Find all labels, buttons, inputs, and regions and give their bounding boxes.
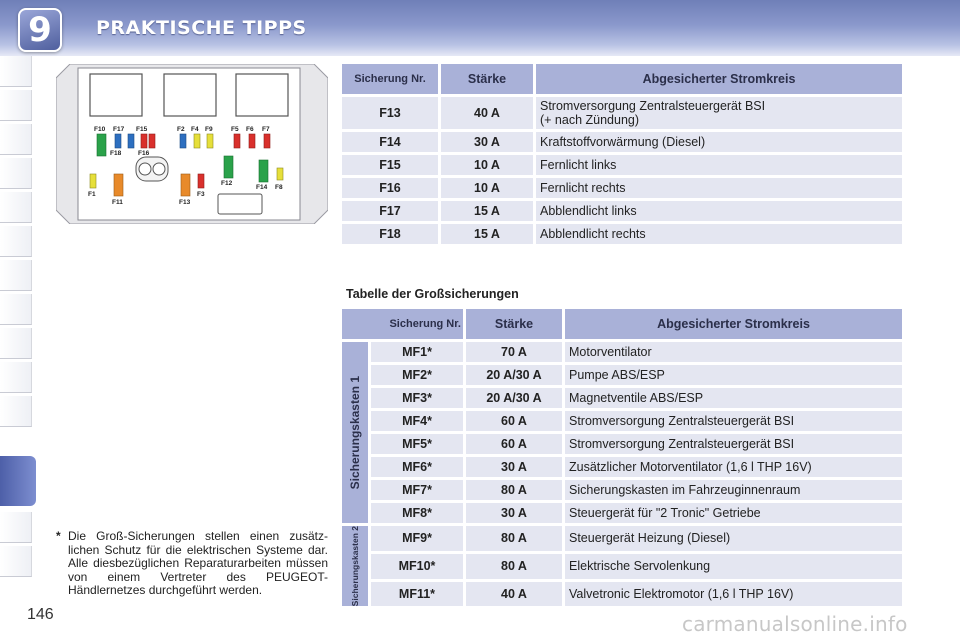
table-row bbox=[342, 155, 902, 175]
column-header: Stärke bbox=[441, 64, 533, 94]
chapter-tab[interactable] bbox=[0, 56, 32, 87]
fuse-label: F8 bbox=[275, 184, 283, 191]
fuse-number: MF6* bbox=[371, 457, 463, 477]
fuse-circuit: Fernlicht links bbox=[536, 155, 902, 175]
fuse-box-1-label bbox=[342, 342, 368, 523]
fuse-circuit: Abblendlicht links bbox=[536, 201, 902, 221]
fuse-rating: 80 A bbox=[466, 526, 562, 551]
fuse-number: MF3* bbox=[371, 388, 463, 408]
fuse-rating: 30 A bbox=[441, 132, 533, 152]
chapter-tab[interactable] bbox=[0, 294, 32, 325]
table-row bbox=[342, 178, 902, 198]
fuse-rating: 80 A bbox=[466, 554, 562, 579]
column-header: Stärke bbox=[466, 309, 562, 339]
fuse-number: F16 bbox=[342, 178, 438, 198]
fuse-rating: 60 A bbox=[466, 434, 562, 454]
chapter-tab[interactable] bbox=[0, 226, 32, 257]
fuse-label: F13 bbox=[179, 199, 191, 206]
watermark: carmanualsonline.info bbox=[682, 612, 908, 636]
fuse-circuit: Kraftstoffvorwärmung (Diesel) bbox=[536, 132, 902, 152]
table-header-row bbox=[342, 64, 902, 94]
fuse-label: F3 bbox=[197, 191, 205, 198]
table-row bbox=[342, 503, 902, 523]
chapter-tab[interactable] bbox=[0, 512, 32, 543]
fuse-number: F14 bbox=[342, 132, 438, 152]
chapter-tab[interactable] bbox=[0, 90, 32, 121]
fuse-rating: 10 A bbox=[441, 155, 533, 175]
circuit-line: Stromversorgung Zentralsteuergerät BSI bbox=[540, 99, 766, 113]
header-band bbox=[0, 0, 960, 56]
page-title: PRAKTISCHE TIPPS bbox=[96, 17, 307, 39]
fuse-rating: 70 A bbox=[466, 342, 562, 362]
table-row bbox=[342, 582, 902, 607]
fuse-circuit: Valvetronic Elektromotor (1,6 l THP 16V) bbox=[565, 582, 902, 607]
fuse-label: F15 bbox=[136, 126, 148, 133]
fuse-circuit: Elektrische Servolenkung bbox=[565, 554, 902, 579]
table-row bbox=[342, 457, 902, 477]
fuse-number: F15 bbox=[342, 155, 438, 175]
maxi-fuse-table bbox=[339, 306, 905, 609]
fuse-label: F9 bbox=[205, 126, 213, 133]
circuit-line: (+ nach Zündung) bbox=[540, 113, 640, 127]
fuse-label: F10 bbox=[94, 126, 106, 133]
fuse-box-2-text: Sicherungskasten 2 bbox=[350, 526, 360, 607]
footnote bbox=[56, 530, 328, 598]
fuse-table bbox=[339, 61, 905, 247]
fuse-circuit: Motorventilator bbox=[565, 342, 902, 362]
fuse-label: F5 bbox=[231, 126, 239, 133]
table-row bbox=[342, 365, 902, 385]
fuse-rating: 10 A bbox=[441, 178, 533, 198]
fuse-rating: 20 A/30 A bbox=[466, 365, 562, 385]
fuse-label: F18 bbox=[110, 150, 122, 157]
chapter-tab[interactable] bbox=[0, 192, 32, 223]
fuse-label: F14 bbox=[256, 184, 268, 191]
footnote-marker: * bbox=[56, 529, 61, 543]
footnote-text: Die Groß-Sicherungen stellen einen zusätz-lichen Schutz für die elektrischen Systeme dar. Alle diesbezüglichen Reparaturarbeiten müssen von einem Vertreter des PEUGEOT-Händlernetzes durchgeführt werden. bbox=[68, 529, 328, 597]
table-header-row bbox=[342, 309, 902, 339]
fuse-number: F18 bbox=[342, 224, 438, 244]
fuse-circuit: Sicherungskasten im Fahrzeuginnenraum bbox=[565, 480, 902, 500]
chapter-tab[interactable] bbox=[0, 260, 32, 291]
fuse-rating: 30 A bbox=[466, 457, 562, 477]
fuse-number: F17 bbox=[342, 201, 438, 221]
fuse-circuit: Zusätzlicher Motorventilator (1,6 l THP 16V) bbox=[565, 457, 902, 477]
fuse-circuit: Fernlicht rechts bbox=[536, 178, 902, 198]
fuse-circuit: Stromversorgung Zentralsteuergerät BSI bbox=[565, 411, 902, 431]
fuse-label: F6 bbox=[246, 126, 254, 133]
fuse-circuit: Magnetventile ABS/ESP bbox=[565, 388, 902, 408]
fuse-circuit: Abblendlicht rechts bbox=[536, 224, 902, 244]
fuse-number: MF11* bbox=[371, 582, 463, 607]
fuse-label: F7 bbox=[262, 126, 270, 133]
fuse-label: F2 bbox=[177, 126, 185, 133]
table-row bbox=[342, 480, 902, 500]
fuse-circuit: Steuergerät Heizung (Diesel) bbox=[565, 526, 902, 551]
page-number: 146 bbox=[27, 606, 54, 623]
chapter-badge: 9 bbox=[18, 8, 62, 52]
table-row bbox=[342, 411, 902, 431]
fuse-number: MF10* bbox=[371, 554, 463, 579]
fuse-number: MF2* bbox=[371, 365, 463, 385]
fuse-label: F16 bbox=[138, 150, 150, 157]
table-row bbox=[342, 342, 902, 362]
table-row bbox=[342, 554, 902, 579]
table-row bbox=[342, 526, 902, 551]
fuse-rating: 15 A bbox=[441, 224, 533, 244]
fuse-circuit bbox=[536, 97, 902, 129]
chapter-tab[interactable] bbox=[0, 396, 32, 427]
table-row bbox=[342, 132, 902, 152]
chapter-tab[interactable] bbox=[0, 546, 32, 577]
fuse-box-1-text: Sicherungskasten 1 bbox=[348, 375, 362, 490]
fuse-rating: 15 A bbox=[441, 201, 533, 221]
column-header: Sicherung Nr. bbox=[342, 64, 438, 94]
chapter-tab[interactable] bbox=[0, 328, 32, 359]
fuse-circuit: Steuergerät für "2 Tronic" Getriebe bbox=[565, 503, 902, 523]
section-heading: Tabelle der Großsicherungen bbox=[346, 287, 519, 301]
fuse-circuit: Pumpe ABS/ESP bbox=[565, 365, 902, 385]
fuse-label: F12 bbox=[221, 180, 233, 187]
fuse-circuit: Stromversorgung Zentralsteuergerät BSI bbox=[565, 434, 902, 454]
fuse-rating: 60 A bbox=[466, 411, 562, 431]
chapter-tab[interactable] bbox=[0, 158, 32, 189]
table-row bbox=[342, 201, 902, 221]
fuse-number: MF7* bbox=[371, 480, 463, 500]
table-row bbox=[342, 434, 902, 454]
fuse-label: F1 bbox=[88, 191, 96, 198]
chapter-tab-rail bbox=[0, 56, 32, 576]
fuse-rating: 80 A bbox=[466, 480, 562, 500]
column-header: Abgesicherter Stromkreis bbox=[536, 64, 902, 94]
fuse-number: MF9* bbox=[371, 526, 463, 551]
fuse-number: MF4* bbox=[371, 411, 463, 431]
table-row bbox=[342, 224, 902, 244]
fuse-box-diagram bbox=[56, 64, 328, 224]
fuse-rating: 20 A/30 A bbox=[466, 388, 562, 408]
table-row bbox=[342, 388, 902, 408]
fuse-number: MF8* bbox=[371, 503, 463, 523]
chapter-tab-active[interactable] bbox=[0, 456, 36, 506]
fuse-rating: 30 A bbox=[466, 503, 562, 523]
column-header: Sicherung Nr. bbox=[342, 309, 463, 339]
fuse-label: F4 bbox=[191, 126, 199, 133]
fuse-box-2-label bbox=[342, 526, 368, 606]
fuse-rating: 40 A bbox=[466, 582, 562, 607]
fuse-label: F17 bbox=[113, 126, 125, 133]
column-header: Abgesicherter Stromkreis bbox=[565, 309, 902, 339]
table-row bbox=[342, 97, 902, 129]
fuse-label: F11 bbox=[112, 199, 123, 206]
fuse-number: MF1* bbox=[371, 342, 463, 362]
fuse-rating: 40 A bbox=[441, 97, 533, 129]
chapter-tab[interactable] bbox=[0, 362, 32, 393]
fuse-number: MF5* bbox=[371, 434, 463, 454]
chapter-tab[interactable] bbox=[0, 124, 32, 155]
fuse-number: F13 bbox=[342, 97, 438, 129]
